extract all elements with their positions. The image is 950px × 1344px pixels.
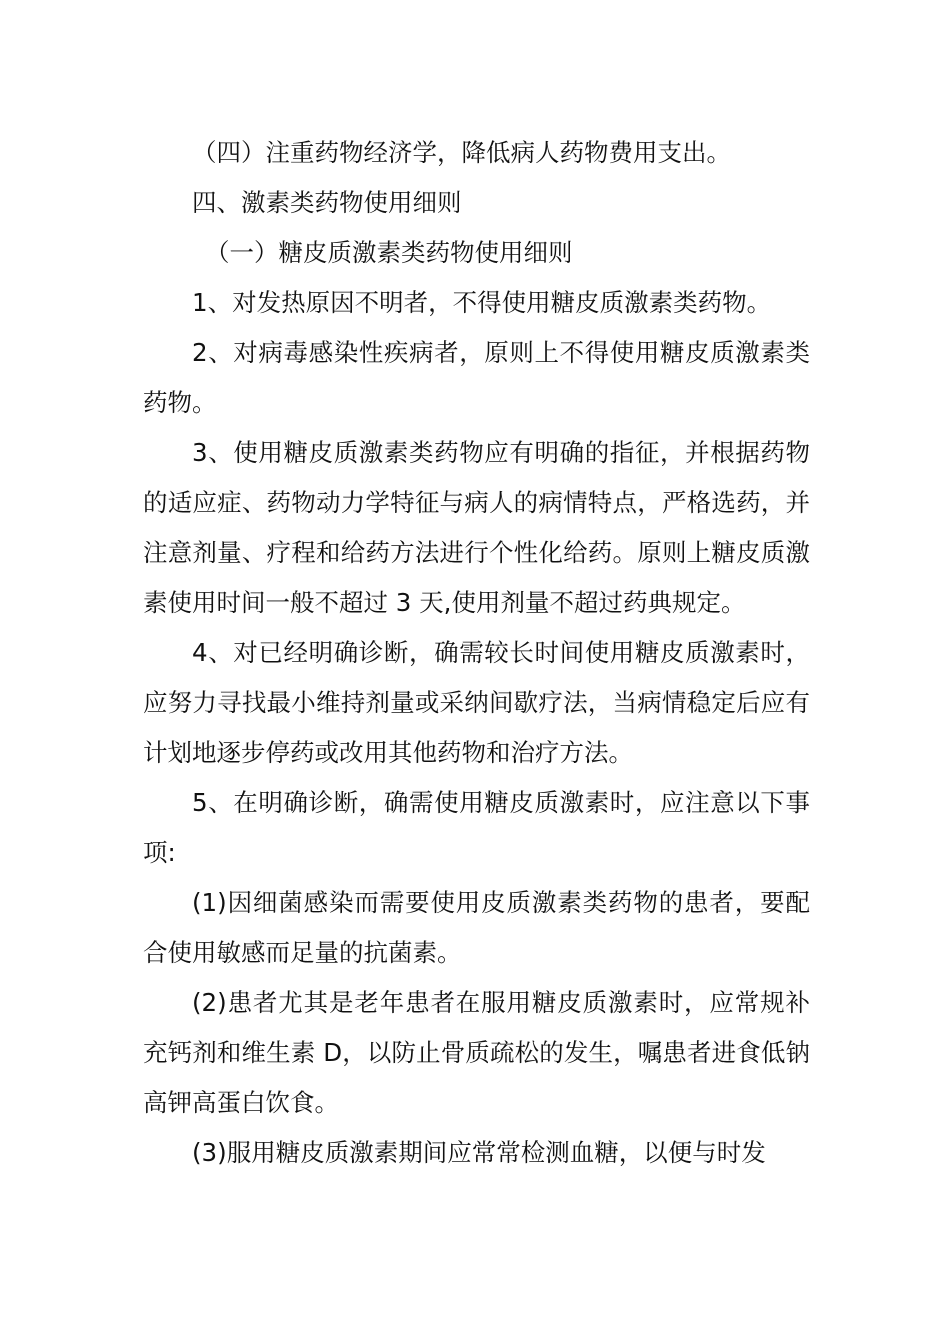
paragraph-rule-3: 3、使用糖皮质激素类药物应有明确的指征，并根据药物的适应症、药物动力学特征与病人的病情特点，严格选药，并注意剂量、疗程和给药方法进行个性化给药。原则上糖皮质激素使用时间一般不超过 3 天,使用剂量不超过药典规定。 <box>143 438 810 617</box>
paragraph-item-1: (1)因细菌感染而需要使用皮质激素类药物的患者，要配合使用敏感而足量的抗菌素。 <box>143 888 810 967</box>
paragraph-item-2: (2)患者尤其是老年患者在服用糖皮质激素时，应常规补充钙剂和维生素 D，以防止骨质疏松的发生，嘱患者进食低钠高钾高蛋白饮食。 <box>143 988 810 1117</box>
heading-hormone-drug-rules: 四、激素类药物使用细则 <box>192 188 462 217</box>
paragraph-rule-1: 1、对发热原因不明者，不得使用糖皮质激素类药物。 <box>192 288 772 317</box>
paragraph-rule-2: 2、对病毒感染性疾病者，原则上不得使用糖皮质激素类药物。 <box>143 338 810 417</box>
heading-glucocorticoid-rules: （一）糖皮质激素类药物使用细则 <box>205 238 573 267</box>
paragraph-item-3: (3)服用糖皮质激素期间应常常检测血糖，以便与时发 <box>192 1138 766 1167</box>
document-body <box>143 128 810 1178</box>
paragraph-rule-4: 4、对已经明确诊断，确需较长时间使用糖皮质激素时，应努力寻找最小维持剂量或采纳间歇疗法，当病情稳定后应有计划地逐步停药或改用其他药物和治疗方法。 <box>143 638 810 767</box>
paragraph-rule-5: 5、在明确诊断，确需使用糖皮质激素时，应注意以下事项: <box>143 788 810 867</box>
paragraph-section-4-point: （四）注重药物经济学，降低病人药物费用支出。 <box>192 138 731 167</box>
